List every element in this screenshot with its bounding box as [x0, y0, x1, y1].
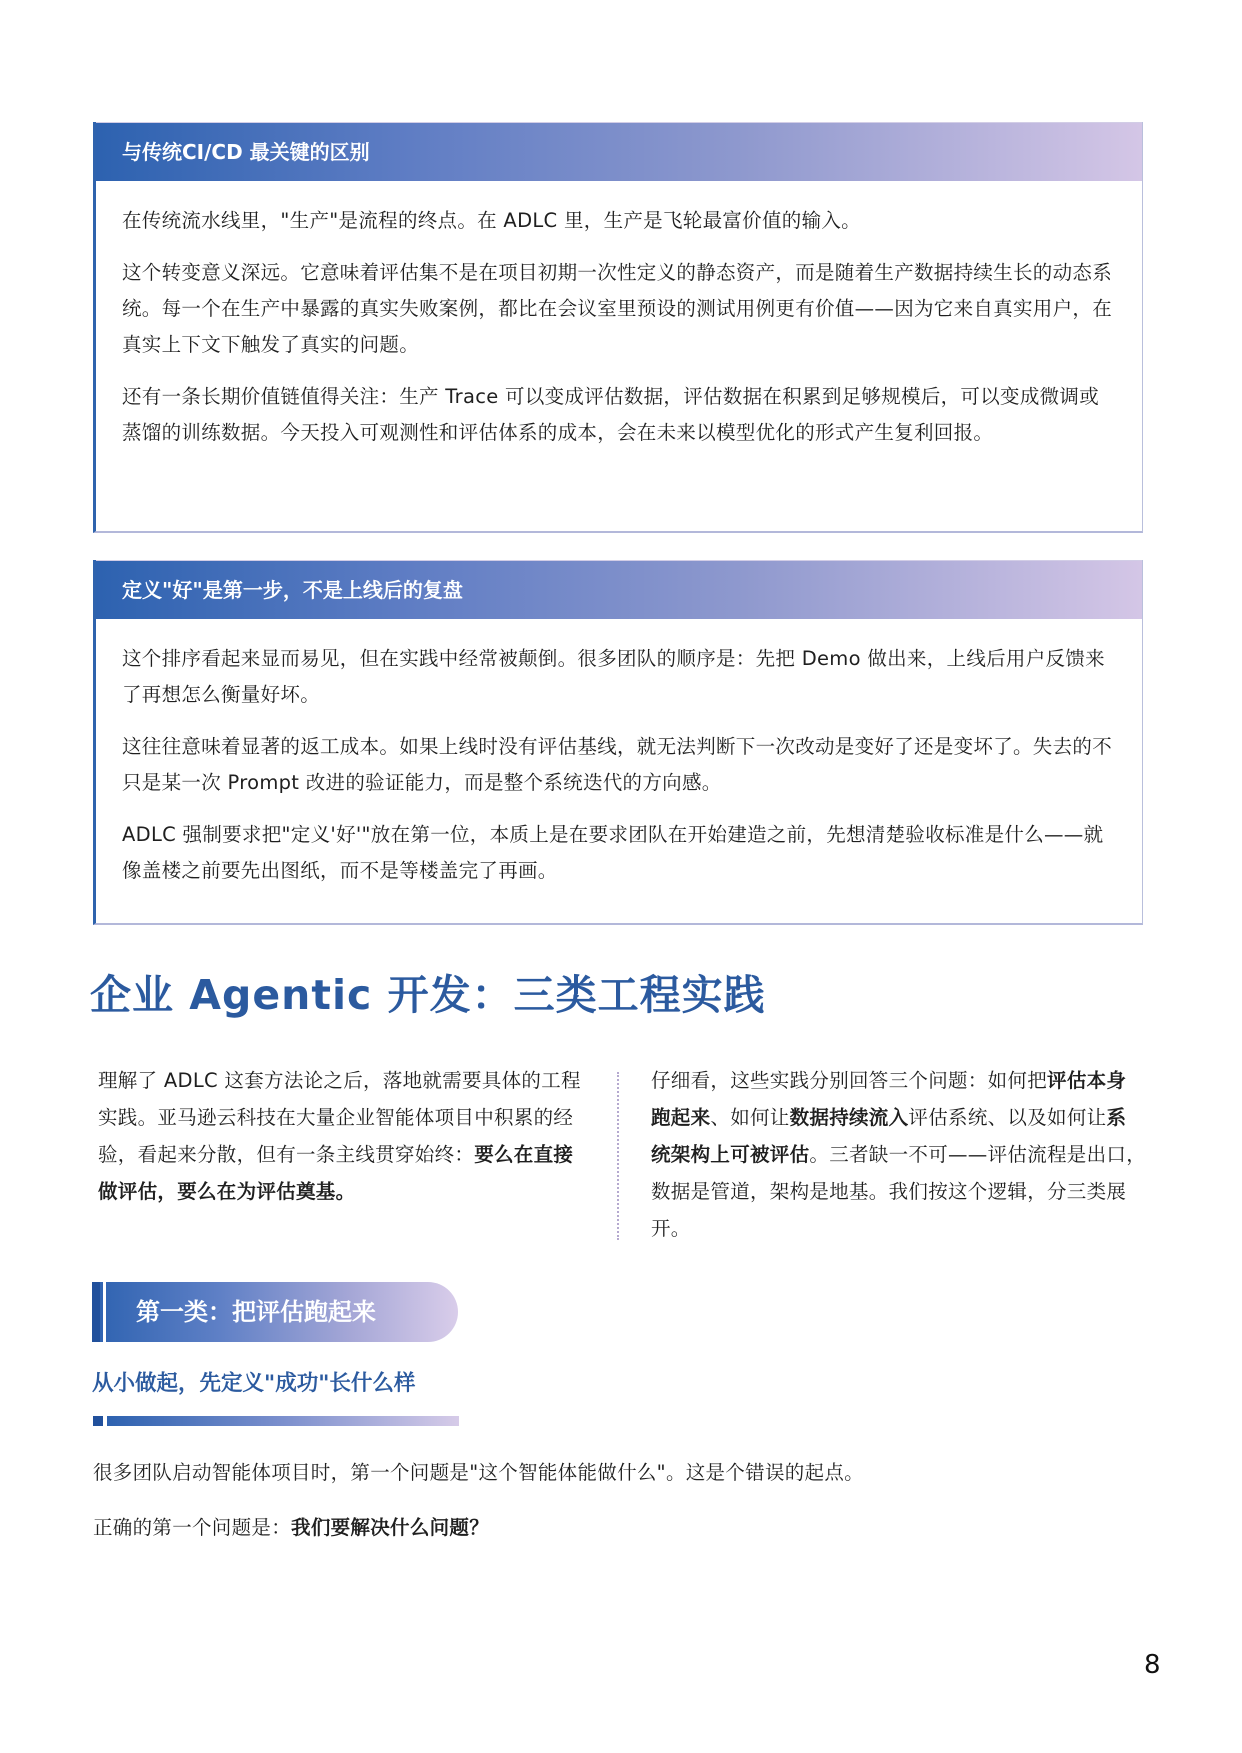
body-paragraph — [93, 1513, 489, 1543]
callout-box-cicd-difference — [93, 122, 1143, 533]
callout-paragraph: 这个转变意义深远。它意味着评估集不是在项目初期一次性定义的静态资产，而是随着生产数据持续生长的动态系统。每一个在生产中暴露的真实失败案例，都比在会议室里预设的测试用例更有价值——因为它来自真实用户，在真实上下文下触发了真实的问题。 — [122, 261, 1113, 356]
callout-box-define-good — [93, 560, 1143, 925]
right-column-bold: 评估本身跑起来 — [651, 1069, 1127, 1129]
right-column-bold: 系统架构上可被评估 — [651, 1106, 1127, 1166]
callout-body — [96, 181, 1142, 475]
section-title: 企业 Agentic 开发：三类工程实践 — [90, 971, 766, 1019]
right-column-text: 。三者缺一不可——评估流程是出口，数据是管道，架构是地基。我们按这个逻辑，分三类展开。 — [651, 1143, 1147, 1240]
paragraph-bold: 我们要解决什么问题？ — [291, 1516, 490, 1539]
category-label: 第一类：把评估跑起来 — [136, 1298, 376, 1326]
page-number: 8 — [1144, 1650, 1161, 1680]
intro-right-column — [651, 1062, 1146, 1247]
subsection-underline — [93, 1416, 459, 1426]
callout-title: 与传统CI/CD 最关键的区别 — [96, 122, 1142, 181]
paragraph-text: 正确的第一个问题是： — [93, 1516, 292, 1539]
left-column-text: 理解了 ADLC 这套方法论之后，落地就需要具体的工程实践。亚马逊云科技在大量企业智能体项目中积累的经验，看起来分散，但有一条主线贯穿始终： — [98, 1069, 581, 1166]
right-column-text: 评估系统、以及如何让 — [908, 1106, 1107, 1129]
left-column-bold: 要么在直接做评估，要么在为评估奠基。 — [98, 1143, 574, 1203]
callout-paragraph: ADLC 强制要求把"定义'好'"放在第一位，本质上是在要求团队在开始建造之前，先想清楚验收标准是什么——就像盖楼之前要先出图纸，而不是等楼盖完了再画。 — [122, 823, 1104, 882]
callout-paragraph: 这往往意味着显著的返工成本。如果上线时没有评估基线，就无法判断下一次改动是变好了还是变坏了。失去的不只是某一次 Prompt 改进的验证能力，而是整个系统迭代的方向感。 — [122, 735, 1113, 794]
callout-paragraph: 在传统流水线里，"生产"是流程的终点。在 ADLC 里，生产是飞轮最富价值的输入。 — [122, 209, 861, 232]
intro-left-column — [98, 1062, 588, 1210]
category-banner — [92, 1282, 458, 1342]
banner-stripe — [92, 1282, 100, 1342]
callout-paragraph: 还有一条长期价值链值得关注：生产 Trace 可以变成评估数据，评估数据在积累到足够规模后，可以变成微调或蒸馏的训练数据。今天投入可观测性和评估体系的成本，会在未来以模型优化的形式产生复利回报。 — [122, 385, 1100, 444]
right-column-text: 仔细看，这些实践分别回答三个问题：如何把 — [651, 1069, 1048, 1092]
callout-body — [96, 619, 1142, 913]
right-column-bold: 数据持续流入 — [789, 1106, 909, 1129]
body-paragraph: 很多团队启动智能体项目时，第一个问题是"这个智能体能做什么"。这是个错误的起点。 — [93, 1461, 864, 1484]
callout-paragraph: 这个排序看起来显而易见，但在实践中经常被颠倒。很多团队的顺序是：先把 Demo 做出来，上线后用户反馈来了再想怎么衡量好坏。 — [122, 647, 1105, 706]
callout-title: 定义"好"是第一步，不是上线后的复盘 — [96, 560, 1142, 619]
right-column-text: 、如何让 — [710, 1106, 790, 1129]
subsection-title: 从小做起，先定义"成功"长什么样 — [92, 1371, 416, 1396]
column-divider — [617, 1072, 619, 1240]
banner-stripe-gap — [103, 1282, 106, 1342]
